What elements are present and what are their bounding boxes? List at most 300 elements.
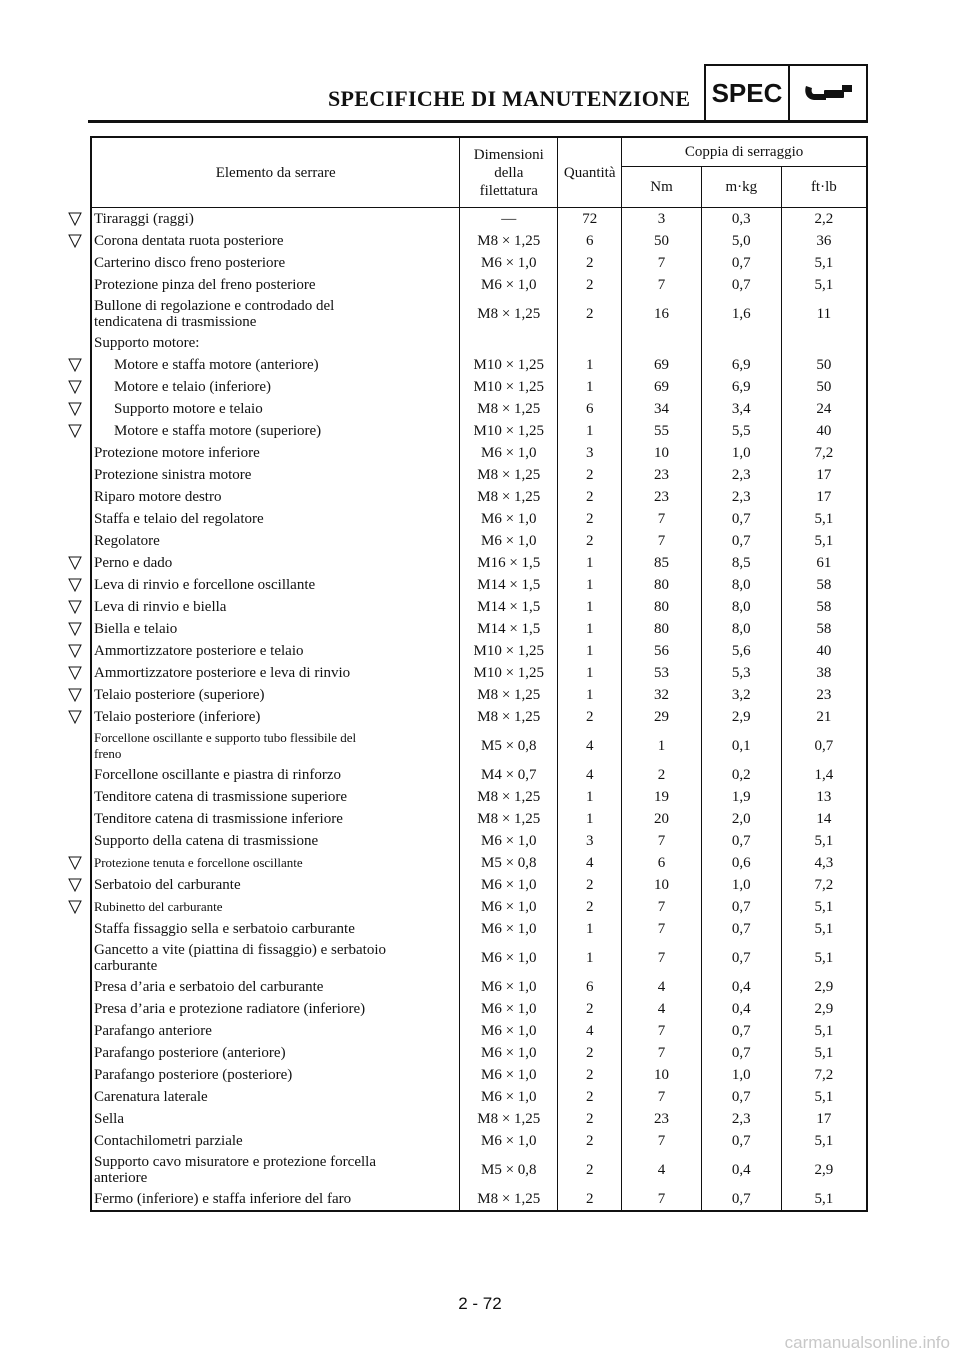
row-element-name-line: Fermo (inferiore) e staffa inferiore del faro	[94, 1191, 352, 1207]
row-nm: 20	[622, 808, 702, 830]
triangle-marker-icon	[68, 358, 82, 372]
row-dimension: M6 × 1,0	[460, 940, 558, 976]
row-ftlb: 5,1	[781, 940, 867, 976]
row-element-name	[91, 530, 460, 552]
row-quantity: 2	[558, 706, 622, 728]
row-ftlb: 5,1	[781, 1130, 867, 1152]
row-mkg: 0,3	[701, 208, 781, 231]
row-ftlb: 7,2	[781, 442, 867, 464]
row-mkg: 8,0	[701, 596, 781, 618]
row-element-name	[91, 442, 460, 464]
row-element-name-line: Telaio posteriore (superiore)	[94, 687, 265, 703]
row-element-name-line: Supporto della catena di trasmissione	[94, 833, 319, 849]
row-element-name-line: Supporto cavo misuratore e protezione forcella	[94, 1154, 376, 1170]
row-element-name	[91, 1020, 460, 1042]
row-element-name	[91, 684, 460, 706]
triangle-marker-icon	[68, 900, 82, 914]
row-nm: 7	[622, 1020, 702, 1042]
row-element-name-line: Motore e staffa motore (anteriore)	[114, 357, 319, 373]
table-row	[91, 230, 867, 252]
row-mkg: 0,7	[701, 830, 781, 852]
row-mkg: 6,9	[701, 354, 781, 376]
row-element-name-line: Leva di rinvio e forcellone oscillante	[94, 577, 316, 593]
row-ftlb: 1,4	[781, 764, 867, 786]
table-row	[91, 918, 867, 940]
row-quantity: 72	[558, 208, 622, 231]
table-row	[91, 728, 867, 764]
row-quantity: 1	[558, 662, 622, 684]
row-ftlb: 13	[781, 786, 867, 808]
row-element-name-line: carburante	[94, 958, 158, 974]
table-row	[91, 1042, 867, 1064]
row-ftlb: 17	[781, 464, 867, 486]
row-quantity: 1	[558, 596, 622, 618]
row-element-name-line: Leva di rinvio e biella	[94, 599, 227, 615]
table-row	[91, 998, 867, 1020]
page-title: SPECIFICHE DI MANUTENZIONE	[328, 86, 691, 111]
row-dimension: M5 × 0,8	[460, 728, 558, 764]
row-mkg: 1,9	[701, 786, 781, 808]
row-ftlb: 7,2	[781, 874, 867, 896]
table-row	[91, 662, 867, 684]
row-mkg: 0,1	[701, 728, 781, 764]
row-element-name-line: Tiraraggi (raggi)	[94, 211, 194, 227]
row-element-name	[91, 786, 460, 808]
row-quantity: 1	[558, 354, 622, 376]
row-quantity: 4	[558, 1020, 622, 1042]
row-element-name-line: Regolatore	[94, 533, 160, 549]
row-nm: 80	[622, 596, 702, 618]
row-ftlb: 2,9	[781, 976, 867, 998]
row-ftlb: 40	[781, 420, 867, 442]
table-row	[91, 940, 867, 976]
row-quantity: 1	[558, 808, 622, 830]
row-nm: 69	[622, 354, 702, 376]
triangle-marker-icon	[68, 556, 82, 570]
triangle-marker-icon	[68, 666, 82, 680]
triangle-marker-icon	[68, 402, 82, 416]
row-quantity: 2	[558, 1064, 622, 1086]
row-mkg: 2,0	[701, 808, 781, 830]
row-nm: 7	[622, 1188, 702, 1211]
table-row	[91, 706, 867, 728]
row-nm: 34	[622, 398, 702, 420]
table-row	[91, 376, 867, 398]
row-element-name	[91, 552, 460, 574]
row-element-name	[91, 252, 460, 274]
table-row	[91, 420, 867, 442]
row-element-name	[91, 354, 460, 376]
row-element-name-line: Telaio posteriore (inferiore)	[94, 709, 261, 725]
row-dimension: M8 × 1,25	[460, 786, 558, 808]
row-element-name-line: Staffa fissaggio sella e serbatoio carburante	[94, 921, 355, 937]
row-element-name-line: Forcellone oscillante e supporto tubo flessibile del	[94, 730, 357, 745]
row-quantity	[558, 332, 622, 354]
row-nm: 7	[622, 252, 702, 274]
row-element-name	[91, 662, 460, 684]
row-mkg: 0,4	[701, 1152, 781, 1188]
header-mkg: m·kg	[701, 167, 781, 208]
row-element-name-line: Gancetto a vite (piattina di fissaggio) e serbatoio	[94, 942, 386, 958]
triangle-marker-icon	[68, 622, 82, 636]
row-element-name-line: Protezione sinistra motore	[94, 467, 252, 483]
row-element-name	[91, 618, 460, 640]
row-dimension: M6 × 1,0	[460, 976, 558, 998]
row-mkg: 0,7	[701, 274, 781, 296]
row-ftlb: 5,1	[781, 274, 867, 296]
row-nm: 23	[622, 464, 702, 486]
row-element-name	[91, 918, 460, 940]
row-nm: 6	[622, 852, 702, 874]
row-mkg: 3,4	[701, 398, 781, 420]
row-quantity: 2	[558, 508, 622, 530]
row-ftlb: 50	[781, 376, 867, 398]
header-quantity: Quantità	[558, 137, 622, 208]
row-mkg: 0,7	[701, 1042, 781, 1064]
row-quantity: 1	[558, 786, 622, 808]
row-ftlb: 21	[781, 706, 867, 728]
row-dimension: M5 × 0,8	[460, 852, 558, 874]
row-quantity: 2	[558, 1108, 622, 1130]
row-ftlb: 36	[781, 230, 867, 252]
row-quantity: 2	[558, 274, 622, 296]
row-mkg: 8,5	[701, 552, 781, 574]
row-nm: 19	[622, 786, 702, 808]
row-mkg: 2,3	[701, 1108, 781, 1130]
table-row	[91, 618, 867, 640]
row-element-name	[91, 508, 460, 530]
row-nm: 53	[622, 662, 702, 684]
watermark: carmanualsonline.info	[784, 1333, 950, 1352]
row-element-name	[91, 896, 460, 918]
header-dimension-line2: della	[494, 164, 524, 181]
row-mkg: 0,7	[701, 1020, 781, 1042]
row-mkg: 5,3	[701, 662, 781, 684]
row-quantity: 1	[558, 618, 622, 640]
row-dimension: M6 × 1,0	[460, 252, 558, 274]
row-ftlb: 23	[781, 684, 867, 706]
table-row	[91, 764, 867, 786]
row-element-name	[91, 486, 460, 508]
row-element-name	[91, 976, 460, 998]
row-dimension: M14 × 1,5	[460, 596, 558, 618]
row-ftlb	[781, 332, 867, 354]
row-nm: 85	[622, 552, 702, 574]
row-quantity: 2	[558, 464, 622, 486]
header-dimension-line1: Dimensioni	[473, 146, 544, 163]
row-mkg: 5,0	[701, 230, 781, 252]
row-ftlb: 4,3	[781, 852, 867, 874]
row-element-name	[91, 376, 460, 398]
triangle-marker-icon	[68, 424, 82, 438]
row-element-name	[91, 998, 460, 1020]
row-ftlb: 5,1	[781, 1188, 867, 1211]
table-row	[91, 1130, 867, 1152]
table-row	[91, 486, 867, 508]
row-element-name-line: Staffa e telaio del regolatore	[94, 511, 264, 527]
row-element-name-line: Carenatura laterale	[94, 1089, 208, 1105]
row-quantity: 1	[558, 684, 622, 706]
row-element-name-line: anteriore	[94, 1170, 148, 1186]
table-row	[91, 552, 867, 574]
row-quantity: 2	[558, 1042, 622, 1064]
row-dimension: M8 × 1,25	[460, 230, 558, 252]
row-ftlb: 5,1	[781, 1020, 867, 1042]
row-element-name-line: Motore e telaio (inferiore)	[114, 379, 272, 395]
row-quantity: 2	[558, 1130, 622, 1152]
header-dimension	[460, 137, 558, 208]
row-ftlb: 58	[781, 574, 867, 596]
row-element-name-line: Corona dentata ruota posteriore	[94, 233, 284, 249]
row-element-name-line: Ammortizzatore posteriore e telaio	[94, 643, 304, 659]
row-element-name-line: Sella	[94, 1111, 124, 1127]
table-row	[91, 252, 867, 274]
wrench-icon	[790, 64, 868, 120]
row-mkg: 2,3	[701, 486, 781, 508]
row-ftlb: 5,1	[781, 1042, 867, 1064]
wrench-icon	[802, 82, 854, 104]
table-row	[91, 274, 867, 296]
row-nm: 7	[622, 896, 702, 918]
row-nm: 23	[622, 486, 702, 508]
row-nm: 32	[622, 684, 702, 706]
table-row	[91, 1064, 867, 1086]
row-quantity: 2	[558, 252, 622, 274]
row-nm: 4	[622, 1152, 702, 1188]
table-row	[91, 296, 867, 332]
row-dimension: M6 × 1,0	[460, 830, 558, 852]
row-quantity: 1	[558, 420, 622, 442]
row-nm: 23	[622, 1108, 702, 1130]
table-row	[91, 596, 867, 618]
row-nm: 4	[622, 976, 702, 998]
table-row	[91, 354, 867, 376]
row-mkg: 0,7	[701, 1188, 781, 1211]
row-dimension: M6 × 1,0	[460, 874, 558, 896]
row-ftlb: 50	[781, 354, 867, 376]
row-element-name	[91, 420, 460, 442]
table-row	[91, 874, 867, 896]
row-element-name-line: Presa d’aria e serbatoio del carburante	[94, 979, 324, 995]
row-dimension: M6 × 1,0	[460, 896, 558, 918]
row-element-name-line: Tenditore catena di trasmissione inferiore	[94, 811, 343, 827]
row-nm: 10	[622, 442, 702, 464]
row-element-name	[91, 808, 460, 830]
row-dimension: M6 × 1,0	[460, 508, 558, 530]
row-element-name	[91, 574, 460, 596]
row-mkg: 2,9	[701, 706, 781, 728]
row-quantity: 4	[558, 764, 622, 786]
row-dimension: M6 × 1,0	[460, 274, 558, 296]
row-ftlb: 0,7	[781, 728, 867, 764]
row-element-name	[91, 208, 460, 231]
table-row	[91, 1086, 867, 1108]
triangle-marker-icon	[68, 644, 82, 658]
triangle-marker-icon	[68, 600, 82, 614]
row-mkg: 0,6	[701, 852, 781, 874]
row-dimension: M8 × 1,25	[460, 808, 558, 830]
header-dimension-line3: filettatura	[479, 182, 538, 199]
row-quantity: 2	[558, 486, 622, 508]
row-nm: 7	[622, 274, 702, 296]
table-row	[91, 1152, 867, 1188]
row-dimension: M8 × 1,25	[460, 1108, 558, 1130]
row-element-name-line: Perno e dado	[94, 555, 173, 571]
row-ftlb: 2,9	[781, 1152, 867, 1188]
row-mkg: 2,3	[701, 464, 781, 486]
row-element-name-line: Motore e staffa motore (superiore)	[114, 423, 322, 439]
row-element-name	[91, 296, 460, 332]
row-element-name-line: Contachilometri parziale	[94, 1133, 243, 1149]
row-dimension: M8 × 1,25	[460, 1188, 558, 1211]
row-mkg: 8,0	[701, 574, 781, 596]
table-row	[91, 852, 867, 874]
row-element-name	[91, 728, 460, 764]
row-element-name-line: freno	[94, 746, 122, 761]
row-ftlb: 14	[781, 808, 867, 830]
row-element-name	[91, 230, 460, 252]
triangle-marker-icon	[68, 878, 82, 892]
row-nm: 80	[622, 574, 702, 596]
row-element-name	[91, 1188, 460, 1211]
row-mkg: 0,7	[701, 530, 781, 552]
triangle-marker-icon	[68, 578, 82, 592]
row-mkg: 0,7	[701, 252, 781, 274]
row-quantity: 2	[558, 530, 622, 552]
triangle-marker-icon	[68, 212, 82, 226]
row-element-name	[91, 1130, 460, 1152]
row-quantity: 1	[558, 918, 622, 940]
row-mkg: 1,0	[701, 442, 781, 464]
table-row	[91, 830, 867, 852]
row-element-name-line: Protezione pinza del freno posteriore	[94, 277, 316, 293]
row-element-name	[91, 596, 460, 618]
table-row	[91, 640, 867, 662]
row-ftlb: 40	[781, 640, 867, 662]
row-dimension	[460, 332, 558, 354]
row-nm: 7	[622, 940, 702, 976]
table-row	[91, 684, 867, 706]
row-quantity: 2	[558, 896, 622, 918]
row-ftlb: 5,1	[781, 918, 867, 940]
row-quantity: 2	[558, 1152, 622, 1188]
row-element-name	[91, 830, 460, 852]
table-row	[91, 208, 867, 231]
row-mkg: 0,4	[701, 998, 781, 1020]
row-quantity: 2	[558, 874, 622, 896]
row-dimension: M14 × 1,5	[460, 618, 558, 640]
row-nm: 7	[622, 530, 702, 552]
row-element-name	[91, 1152, 460, 1188]
row-element-name	[91, 1042, 460, 1064]
row-dimension: M6 × 1,0	[460, 442, 558, 464]
row-element-name	[91, 398, 460, 420]
row-element-name-line: Serbatoio del carburante	[94, 877, 241, 893]
row-element-name	[91, 874, 460, 896]
row-nm	[622, 332, 702, 354]
table-row	[91, 786, 867, 808]
triangle-marker-icon	[68, 234, 82, 248]
row-mkg: 0,2	[701, 764, 781, 786]
row-element-name-line: Parafango posteriore (anteriore)	[94, 1045, 286, 1061]
row-dimension: M8 × 1,25	[460, 398, 558, 420]
row-quantity: 6	[558, 230, 622, 252]
table-row	[91, 1020, 867, 1042]
row-dimension: M10 × 1,25	[460, 420, 558, 442]
triangle-marker-icon	[68, 710, 82, 724]
row-nm: 56	[622, 640, 702, 662]
row-nm: 3	[622, 208, 702, 231]
row-ftlb: 58	[781, 596, 867, 618]
row-element-name-line: Riparo motore destro	[94, 489, 222, 505]
row-mkg: 0,7	[701, 1086, 781, 1108]
row-dimension: M4 × 0,7	[460, 764, 558, 786]
row-dimension: M10 × 1,25	[460, 354, 558, 376]
row-nm: 10	[622, 1064, 702, 1086]
row-dimension: M6 × 1,0	[460, 1064, 558, 1086]
row-element-name-line: Bullone di regolazione e controdado del	[94, 298, 335, 314]
row-element-name-line: Tenditore catena di trasmissione superiore	[94, 789, 348, 805]
row-mkg: 1,0	[701, 1064, 781, 1086]
row-ftlb: 2,2	[781, 208, 867, 231]
row-mkg: 0,7	[701, 1130, 781, 1152]
table-row	[91, 442, 867, 464]
row-nm: 7	[622, 1042, 702, 1064]
row-quantity: 4	[558, 852, 622, 874]
row-ftlb: 58	[781, 618, 867, 640]
row-mkg: 1,0	[701, 874, 781, 896]
row-quantity: 6	[558, 398, 622, 420]
row-nm: 7	[622, 1086, 702, 1108]
row-nm: 7	[622, 508, 702, 530]
row-quantity: 2	[558, 296, 622, 332]
row-mkg: 0,4	[701, 976, 781, 998]
row-element-name	[91, 706, 460, 728]
row-nm: 69	[622, 376, 702, 398]
row-element-name-line: Ammortizzatore posteriore e leva di rinvio	[94, 665, 351, 681]
page-number: 2 - 72	[458, 1294, 502, 1313]
row-element-name	[91, 940, 460, 976]
row-mkg: 0,7	[701, 508, 781, 530]
table-row	[91, 1108, 867, 1130]
spec-badge: SPEC	[704, 64, 790, 120]
header-ftlb: ft·lb	[781, 167, 867, 208]
triangle-marker-icon	[68, 380, 82, 394]
row-ftlb: 38	[781, 662, 867, 684]
row-quantity: 1	[558, 376, 622, 398]
row-dimension: —	[460, 208, 558, 231]
row-ftlb: 5,1	[781, 830, 867, 852]
row-nm: 7	[622, 918, 702, 940]
row-element-name-line: tendicatena di trasmissione	[94, 314, 257, 330]
row-element-name	[91, 332, 460, 354]
header-element: Elemento da serrare	[91, 137, 460, 208]
row-nm: 29	[622, 706, 702, 728]
row-mkg: 0,7	[701, 896, 781, 918]
table-row	[91, 530, 867, 552]
row-element-name	[91, 1108, 460, 1130]
row-dimension: M16 × 1,5	[460, 552, 558, 574]
row-nm: 80	[622, 618, 702, 640]
row-quantity: 4	[558, 728, 622, 764]
row-nm: 4	[622, 998, 702, 1020]
row-dimension: M6 × 1,0	[460, 1020, 558, 1042]
table-row	[91, 508, 867, 530]
row-nm: 1	[622, 728, 702, 764]
row-nm: 2	[622, 764, 702, 786]
header-rule	[88, 120, 868, 123]
row-mkg: 3,2	[701, 684, 781, 706]
